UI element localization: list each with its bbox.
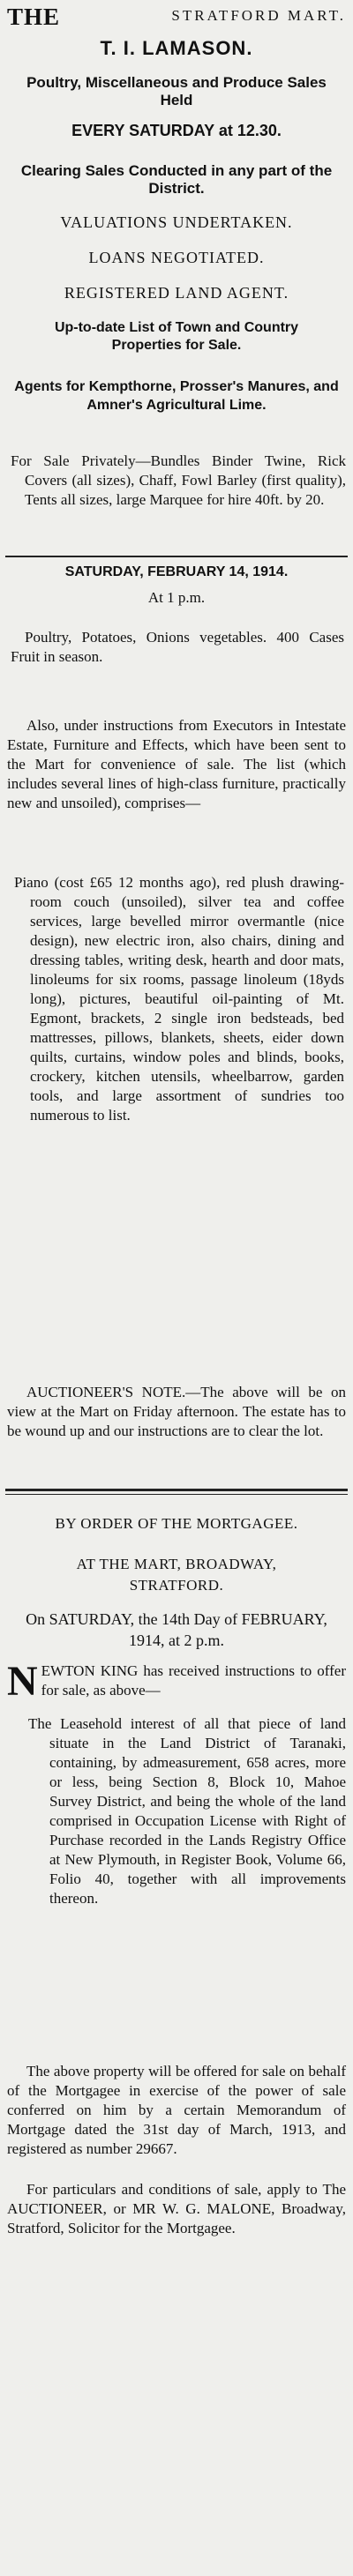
mortgagee-venue: AT THE MART, BROADWAY, STRATFORD. xyxy=(76,1556,277,1594)
clearing-sales: Clearing Sales Conducted in any part of the District. xyxy=(20,162,333,197)
weekly-sale: EVERY SATURDAY at 12.30. xyxy=(71,122,282,139)
mortgagee-particulars: For particulars and conditions of sale, apply to The AUCTIONEER, or MR W. G. MALONE, Broadway, Stratford, Solicitor for the Mortgagee. xyxy=(7,2181,346,2236)
mortgagee-heading: BY ORDER OF THE MORTGAGEE. xyxy=(55,1515,298,1532)
mortgagee-offer: The above property will be offered for sale on behalf of the Mortgagee in exercise of the power of sale conferred on him by a certain Memorandum of Mortgage dated the 31st day of March, 1913, and registered as number 29667. xyxy=(7,2063,346,2157)
intro-text: EWTON KING has received instructions to offer for sale, as above— xyxy=(41,1662,346,1699)
furniture-list: Piano (cost £65 12 months ago), red plush drawing-room couch (unsoiled), silver tea and coffee services, large bevelled mirror overmantle (nice design), new electric iron, also chairs, dining and dressing tables, writing desk, hearth and door mats, linoleums for six rooms, passage linoleum (18yds long), pictures, beautiful oil-painting of Mt. Egmont, brackets, 2 single iron bedsteads, bed mattresses, pillows, blankets, sheets, eider down quilts, curtains, window poles and blinds, books, crockery, kitchen utensils, wheelbarrow, garden tools, and large assortment of sundries too numerous to list. xyxy=(14,874,344,1124)
drop-cap: N xyxy=(7,1658,38,1705)
sale-date: SATURDAY, FEBRUARY 14, 1914. xyxy=(64,564,289,579)
firm-name: T. I. LAMASON. xyxy=(100,37,253,59)
loans: LOANS NEGOTIATED. xyxy=(88,249,265,266)
section-rule xyxy=(5,556,348,557)
masthead xyxy=(0,2,353,41)
masthead-first-word: THE xyxy=(7,4,61,30)
sale-time: At 1 p.m. xyxy=(147,589,206,606)
leasehold-description: The Leasehold interest of all that piece of land situate in the Land District of Taranaki, containing, by admeasurement, 658 acres, more or less, being Section 8, Block 10, Mahoe Survey District, and being the whole of the land comprised in Occupation License with Right of Purchase recorded in the Lands Registry Office at New Plymouth, in Register Book, Volume 66, Folio 40, together with all improvements thereon. xyxy=(28,1715,346,1907)
mortgagee-when: On SATURDAY, the 14th Day of FEBRUARY, 1914, at 2 p.m. xyxy=(26,1610,327,1649)
private-sale: For Sale Privately—Bundles Binder Twine, Rick Covers (all sizes), Chaff, Fowl Barley (first quality), Tents all sizes, large Marquee for hire 40ft. by 20. xyxy=(11,452,346,508)
property-list: Up-to-date List of Town and Country Properties for Sale. xyxy=(54,320,299,353)
masthead-paper-name: STRATFORD MART. xyxy=(171,7,346,24)
mortgagee-intro xyxy=(0,1658,353,1705)
firm-services: Poultry, Miscellaneous and Produce Sales Held xyxy=(26,74,327,108)
section-rule-light xyxy=(5,1494,348,1495)
valuations: VALUATIONS UNDERTAKEN. xyxy=(60,213,293,231)
agencies: Agents for Kempthorne, Prosser's Manures, and Amner's Agricultural Lime. xyxy=(14,379,339,413)
executors-notice: Also, under instructions from Executors in Intestate Estate, Furniture and Effects, which have been sent to the Mart for convenience of sale. The list (which includes several lines of high-class furniture, practically new and unsoiled), comprises— xyxy=(7,717,346,811)
sale-produce: Poultry, Potatoes, Onions vegetables. 400 Cases Fruit in season. xyxy=(11,629,344,665)
section-rule-heavy xyxy=(5,1489,348,1491)
auctioneers-note: AUCTIONEER'S NOTE.—The above will be on view at the Mart on Friday afternoon. The estate has to be wound up and our instructions are to clear the lot. xyxy=(7,1384,346,1439)
land-agent: REGISTERED LAND AGENT. xyxy=(64,284,289,302)
